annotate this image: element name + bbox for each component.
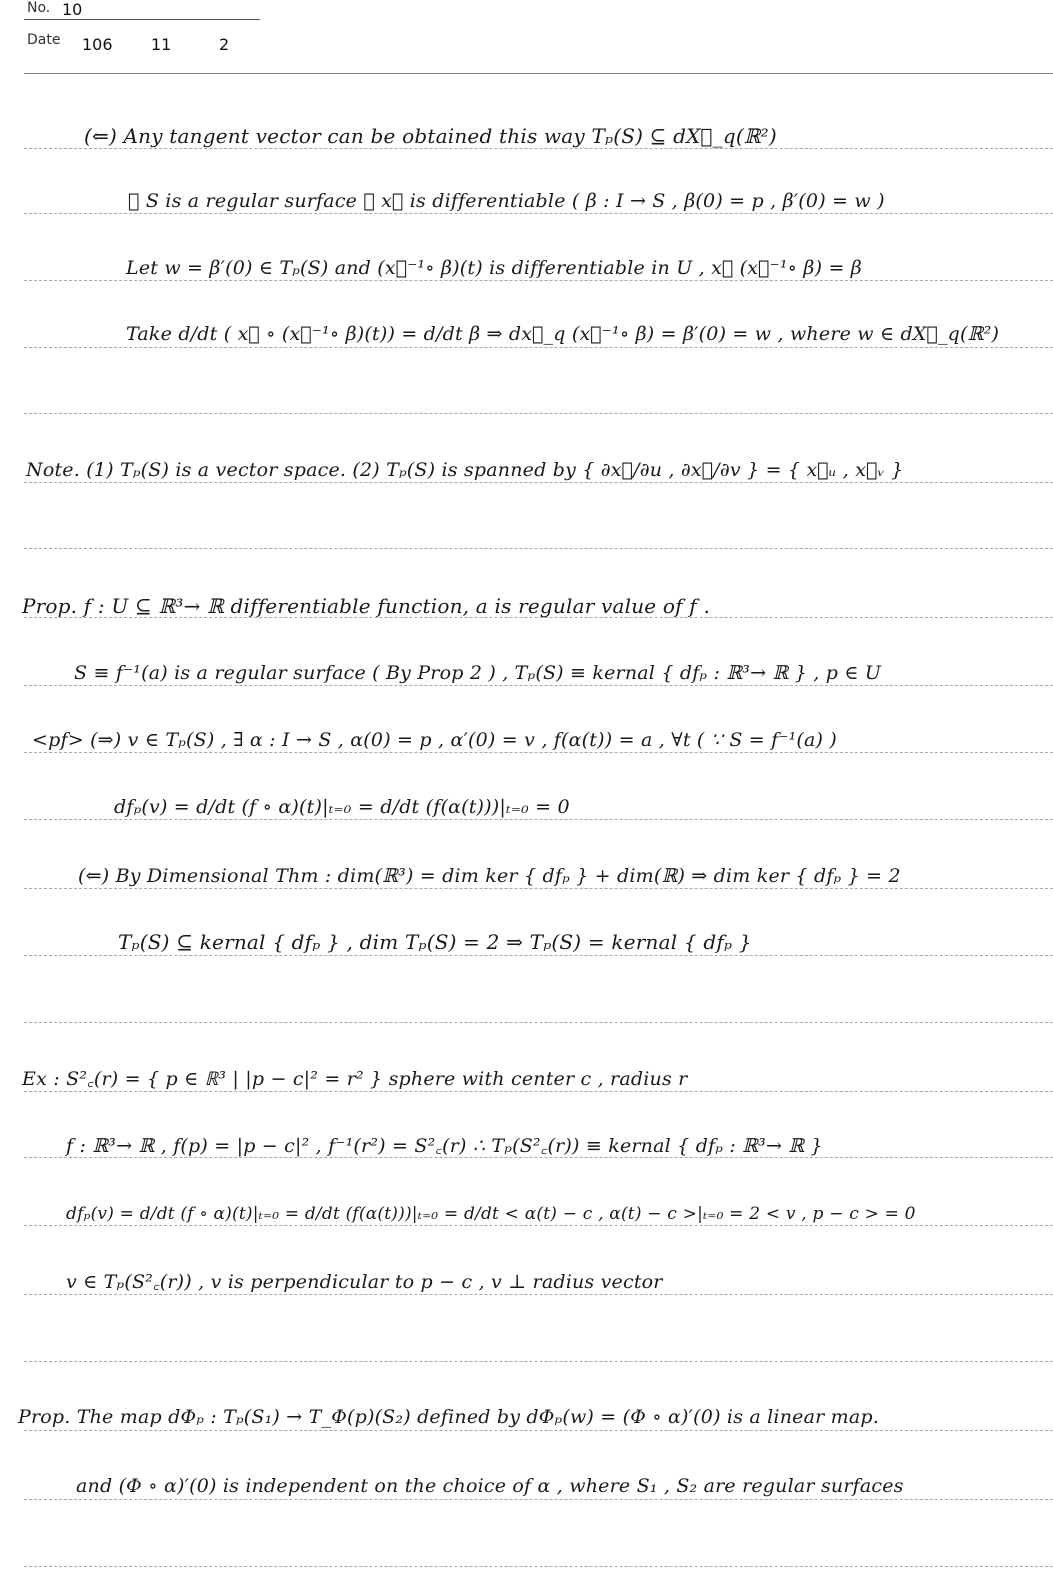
no-value: 10 [62, 0, 83, 19]
ruled-line [24, 752, 1053, 753]
date-day: 2 [219, 35, 230, 54]
note-line: and (Φ ∘ α)′(0) is independent on the choice of α , where S₁ , S₂ are regular surfaces [76, 1475, 904, 1497]
header-rule [24, 73, 1053, 74]
date-year: 106 [82, 35, 113, 54]
ruled-line [24, 148, 1053, 149]
note-line: (⇐) Any tangent vector can be obtained this way Tₚ(S) ⊆ dX⃗_q(ℝ²) [84, 124, 777, 148]
ruled-line [24, 1499, 1053, 1500]
ruled-line [24, 819, 1053, 820]
note-line: dfₚ(v) = d/dt (f ∘ α)(t)|ₜ₌₀ = d/dt (f(α(t)))|ₜ₌₀ = d/dt < α(t) − c , α(t) − c >|ₜ₌₀ = 2 < v , p − c > = 0 [66, 1204, 916, 1224]
note-line: dfₚ(v) = d/dt (f ∘ α)(t)|ₜ₌₀ = d/dt (f(α(t)))|ₜ₌₀ = 0 [114, 796, 570, 818]
ruled-line [24, 955, 1053, 956]
ruled-line [24, 1430, 1053, 1431]
note-line: Ex : S²꜀(r) = { p ∈ ℝ³ | |p − c|² = r² } sphere with center c , radius r [22, 1068, 688, 1090]
ruled-line [24, 1091, 1053, 1092]
ruled-line [24, 685, 1053, 686]
note-line: (⇐) By Dimensional Thm : dim(ℝ³) = dim ker { dfₚ } + dim(ℝ) ⇒ dim ker { dfₚ } = 2 [78, 865, 901, 887]
ruled-line [24, 888, 1053, 889]
ruled-line [24, 413, 1053, 414]
header-divider [24, 19, 260, 20]
ruled-line [24, 347, 1053, 348]
note-line: Take d/dt ( x⃗ ∘ (x⃗⁻¹∘ β)(t)) = d/dt β ⇒ dx⃗_q (x⃗⁻¹∘ β) = β′(0) = w , where w ∈ dX⃗_q(ℝ²) [126, 323, 1000, 345]
note-line: S ≡ f⁻¹(a) is a regular surface ( By Prop 2 ) , Tₚ(S) ≡ kernal { dfₚ : ℝ³→ ℝ } , p ∈ U [74, 662, 882, 684]
note-line: f : ℝ³→ ℝ , f(p) = |p − c|² , f⁻¹(r²) = S²꜀(r) ∴ Tₚ(S²꜀(r)) ≡ kernal { dfₚ : ℝ³→ ℝ } [66, 1135, 823, 1157]
ruled-line [24, 1294, 1053, 1295]
no-label: No. [27, 0, 51, 16]
ruled-line [24, 213, 1053, 214]
ruled-line [24, 1361, 1053, 1362]
note-line: Note. (1) Tₚ(S) is a vector space. (2) Tₚ(S) is spanned by { ∂x⃗/∂u , ∂x⃗/∂v } = { x⃗ᵤ , x⃗ᵥ } [26, 459, 904, 481]
ruled-line [24, 1022, 1053, 1023]
note-line: v ∈ Tₚ(S²꜀(r)) , v is perpendicular to p − c , v ⊥ radius vector [66, 1271, 663, 1293]
date-month: 11 [151, 35, 172, 54]
note-line: Prop. f : U ⊆ ℝ³→ ℝ differentiable function, a is regular value of f . [22, 594, 711, 618]
ruled-line [24, 548, 1053, 549]
note-line: Let w = β′(0) ∈ Tₚ(S) and (x⃗⁻¹∘ β)(t) is differentiable in U , x⃗ (x⃗⁻¹∘ β) = β [126, 257, 862, 279]
note-line: Tₚ(S) ⊆ kernal { dfₚ } , dim Tₚ(S) = 2 ⇒ Tₚ(S) = kernal { dfₚ } [118, 930, 752, 954]
note-line: Prop. The map dΦₚ : Tₚ(S₁) → T_Φ(p)(S₂) defined by dΦₚ(w) = (Φ ∘ α)′(0) is a linear map. [18, 1406, 879, 1428]
date-label: Date [27, 32, 61, 48]
note-line: <pf> (⇒) v ∈ Tₚ(S) , ∃ α : I → S , α(0) = p , α′(0) = v , f(α(t)) = a , ∀t ( ∵ S = f⁻¹(a) ) [32, 729, 838, 751]
ruled-line [24, 280, 1053, 281]
ruled-line [24, 1566, 1053, 1567]
ruled-line [24, 482, 1053, 483]
note-line: ∵ S is a regular surface ∴ x⃗ is differentiable ( β : I → S , β(0) = p , β′(0) = w ) [128, 190, 885, 212]
